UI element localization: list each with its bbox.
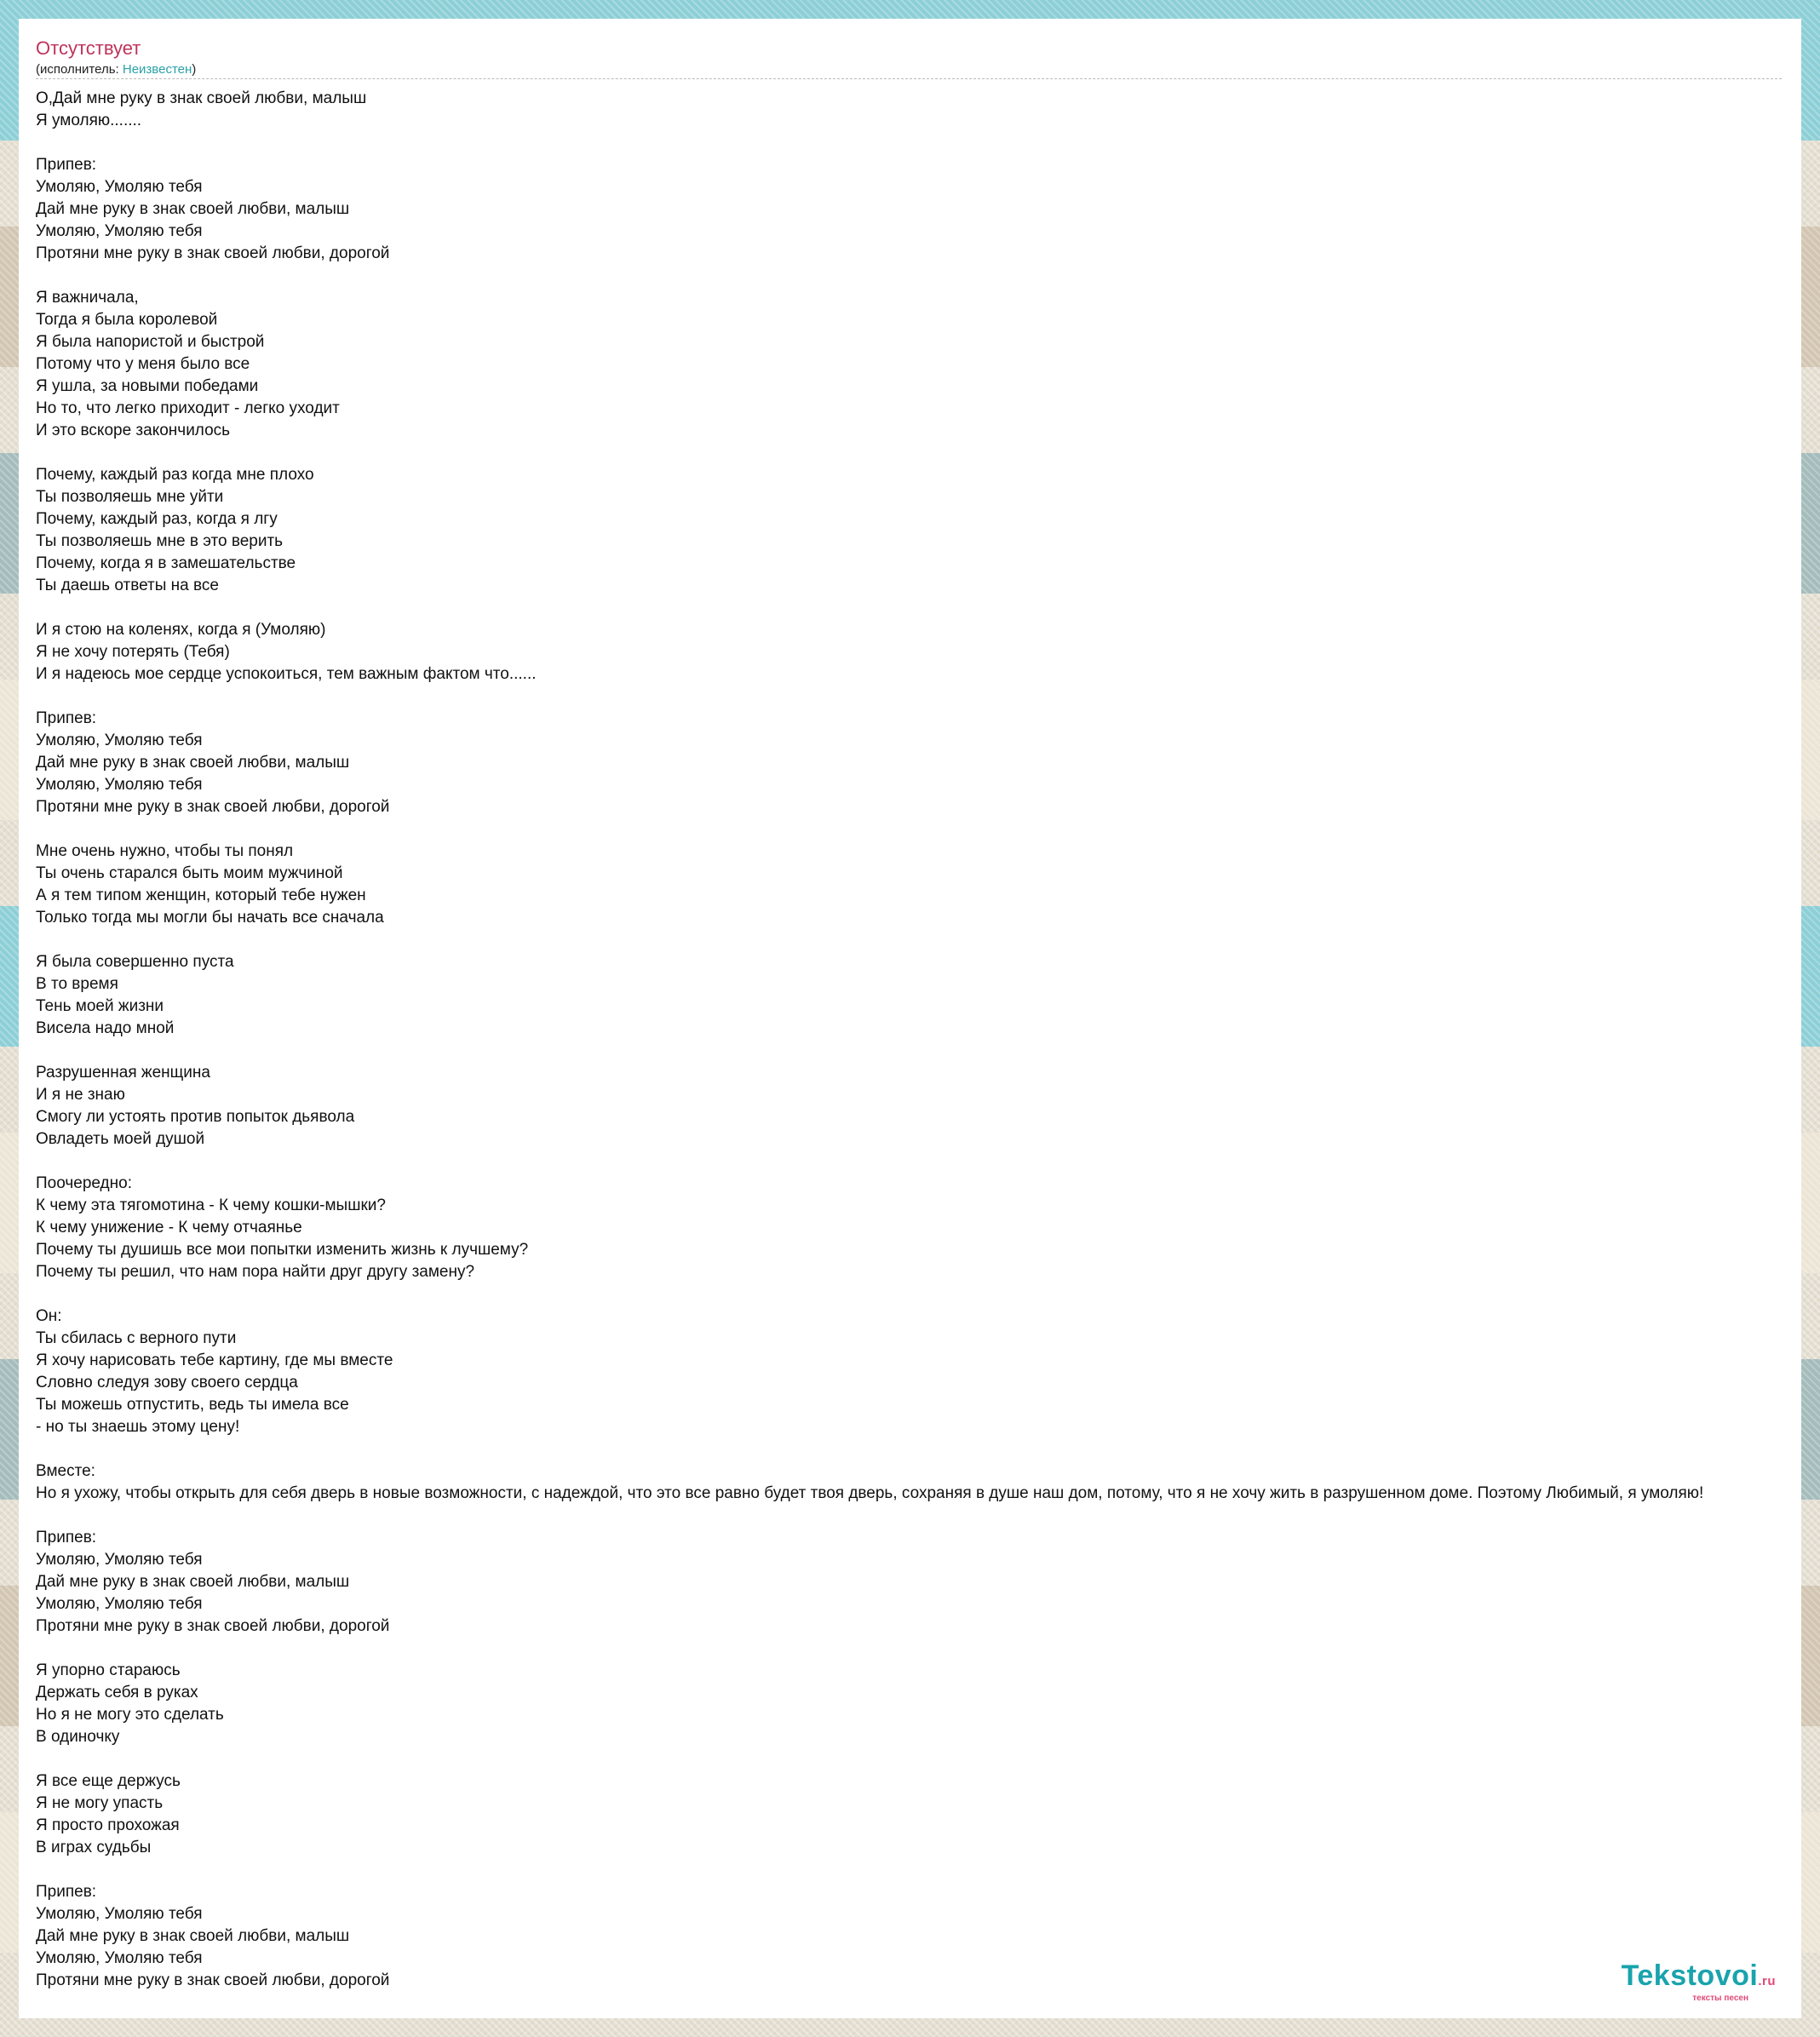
lyrics-line: Припев: (36, 709, 97, 727)
lyrics-line: К чему унижение - К чему отчаянье (36, 1219, 302, 1237)
lyrics-line: О,Дай мне руку в знак своей любви, малыш (36, 89, 367, 107)
lyrics-blank-line (36, 442, 1703, 464)
lyrics-line: Дай мне руку в знак своей любви, малыш (36, 1927, 350, 1945)
lyrics-line: Мне очень нужно, чтобы ты понял (36, 842, 294, 860)
lyrics-line: Поочередно: (36, 1174, 132, 1192)
lyrics-line: Протяни мне руку в знак своей любви, дорогой (36, 798, 390, 816)
lyrics-line: Протяни мне руку в знак своей любви, дорогой (36, 1617, 390, 1635)
lyrics-line: Я была совершенно пуста (36, 953, 234, 971)
lyrics-line: Дай мне руку в знак своей любви, малыш (36, 200, 350, 218)
site-logo[interactable] (1622, 1961, 1776, 2003)
lyrics-line: Висела надо мной (36, 1019, 175, 1037)
artist-suffix: ) (192, 62, 197, 77)
lyrics-line: Я не хочу потерять (Тебя) (36, 643, 230, 661)
lyrics-line: К чему эта тягомотина - К чему кошки-мышки? (36, 1196, 386, 1214)
lyrics-line: Дай мне руку в знак своей любви, малыш (36, 754, 350, 772)
lyrics-line: Разрушенная женщина (36, 1064, 210, 1082)
lyrics-line: Почему, когда я в замешательстве (36, 554, 296, 572)
lyrics-line: Ты можешь отпустить, ведь ты имела все (36, 1396, 349, 1414)
lyrics-line: Потому что у меня было все (36, 355, 250, 373)
lyrics-line: Ты даешь ответы на все (36, 577, 219, 594)
lyrics-line: И это вскоре закончилось (36, 422, 231, 439)
lyrics-line: Вместе: (36, 1462, 95, 1480)
lyrics-line: Ты сбилась с верного пути (36, 1329, 237, 1347)
lyrics-blank-line (36, 265, 1703, 287)
lyrics-line: Припев: (36, 1529, 97, 1546)
lyrics-line: Умоляю, Умоляю тебя (36, 776, 203, 794)
lyrics-line: Умоляю, Умоляю тебя (36, 1595, 203, 1613)
lyrics-line: Умоляю, Умоляю тебя (36, 222, 203, 240)
lyrics-line: Почему, каждый раз когда мне плохо (36, 466, 314, 484)
lyrics-line: Протяни мне руку в знак своей любви, дорогой (36, 244, 390, 262)
title-divider (36, 78, 1782, 79)
lyrics-line: Умоляю, Умоляю тебя (36, 1905, 203, 1923)
artist-line (36, 61, 196, 78)
lyrics-line: Я важничала, (36, 289, 139, 307)
lyrics-line: Словно следуя зову своего сердца (36, 1374, 298, 1391)
lyrics-line: Ты позволяешь мне уйти (36, 488, 224, 506)
lyrics-line: Протяни мне руку в знак своей любви, дорогой (36, 1971, 390, 1989)
lyrics-line: Он: (36, 1307, 62, 1325)
lyrics-line: Ты позволяешь мне в это верить (36, 532, 284, 550)
lyrics-line: Припев: (36, 156, 97, 174)
lyrics-line: Тогда я была королевой (36, 311, 218, 329)
lyrics-line: Я ушла, за новыми победами (36, 377, 259, 395)
lyrics-line: В играх судьбы (36, 1839, 152, 1856)
lyrics-line: И я стою на коленях, когда я (Умоляю) (36, 621, 326, 639)
lyrics-line: Дай мне руку в знак своей любви, малыш (36, 1573, 350, 1591)
lyrics-line: И я надеюсь мое сердце успокоиться, тем важным фактом что...... (36, 665, 537, 683)
lyrics-line: Овладеть моей душой (36, 1130, 205, 1148)
lyrics-blank-line (36, 818, 1703, 841)
lyrics-blank-line (36, 929, 1703, 951)
lyrics-blank-line (36, 1748, 1703, 1770)
lyrics-line: Я просто прохожая (36, 1816, 180, 1834)
lyrics-blank-line (36, 686, 1703, 708)
lyrics-line: Умоляю, Умоляю тебя (36, 178, 203, 196)
lyrics-line: Умоляю, Умоляю тебя (36, 1551, 203, 1569)
lyrics-line: Умоляю, Умоляю тебя (36, 1949, 203, 1967)
lyrics-line: Но я не могу это сделать (36, 1706, 224, 1724)
artist-link[interactable]: Неизвестен (122, 62, 192, 77)
logo-tld: .ru (1758, 1974, 1776, 1988)
lyrics-blank-line (36, 1505, 1703, 1527)
lyrics-panel (19, 19, 1801, 2018)
lyrics-line: А я тем типом женщин, который тебе нужен (36, 887, 366, 904)
lyrics-blank-line (36, 132, 1703, 154)
lyrics-line: Я хочу нарисовать тебе картину, где мы вместе (36, 1351, 393, 1369)
lyrics-blank-line (36, 597, 1703, 619)
lyrics-line: - но ты знаешь этому цену! (36, 1418, 240, 1436)
lyrics-line: Почему, каждый раз, когда я лгу (36, 510, 278, 528)
lyrics-line: Умоляю, Умоляю тебя (36, 732, 203, 749)
lyrics-text (36, 88, 1703, 1992)
lyrics-line: Ты очень старался быть моим мужчиной (36, 864, 343, 882)
lyrics-line: Почему ты решил, что нам пора найти друг другу замену? (36, 1263, 475, 1281)
lyrics-line: Я упорно стараюсь (36, 1661, 181, 1679)
lyrics-line: В одиночку (36, 1728, 120, 1746)
lyrics-blank-line (36, 1283, 1703, 1305)
lyrics-line: Держать себя в руках (36, 1684, 198, 1701)
lyrics-line: Припев: (36, 1883, 97, 1901)
lyrics-blank-line (36, 1638, 1703, 1660)
lyrics-blank-line (36, 1040, 1703, 1062)
lyrics-line: Я все еще держусь (36, 1772, 181, 1790)
lyrics-line: Я была напористой и быстрой (36, 333, 265, 351)
lyrics-line: Почему ты душишь все мои попытки изменить жизнь к лучшему? (36, 1241, 529, 1259)
lyrics-line: Смогу ли устоять против попыток дьявола (36, 1108, 355, 1126)
lyrics-line: Но то, что легко приходит - легко уходит (36, 399, 340, 417)
artist-prefix: (исполнитель: (36, 62, 123, 77)
lyrics-blank-line (36, 1150, 1703, 1173)
lyrics-line: Я умоляю....... (36, 112, 142, 129)
lyrics-blank-line (36, 1859, 1703, 1881)
lyrics-line: Но я ухожу, чтобы открыть для себя дверь в новые возможности, с надеждой, что это все равно будет твоя дверь, сохраняя в душе наш дом, потому, что я не хочу жить в разрушенном доме. Поэтому Любимый, я умоляю! (36, 1484, 1704, 1502)
lyrics-line: И я не знаю (36, 1086, 125, 1104)
lyrics-line: Тень моей жизни (36, 997, 164, 1015)
logo-name: Tekstovoi (1621, 1960, 1759, 1992)
lyrics-blank-line (36, 1438, 1703, 1460)
lyrics-line: В то время (36, 975, 118, 993)
lyrics-line: Я не могу упасть (36, 1794, 164, 1812)
song-title: Отсутствует (36, 37, 141, 59)
lyrics-line: Только тогда мы могли бы начать все сначала (36, 909, 384, 927)
logo-tagline: тексты песен (1692, 1994, 1748, 2003)
